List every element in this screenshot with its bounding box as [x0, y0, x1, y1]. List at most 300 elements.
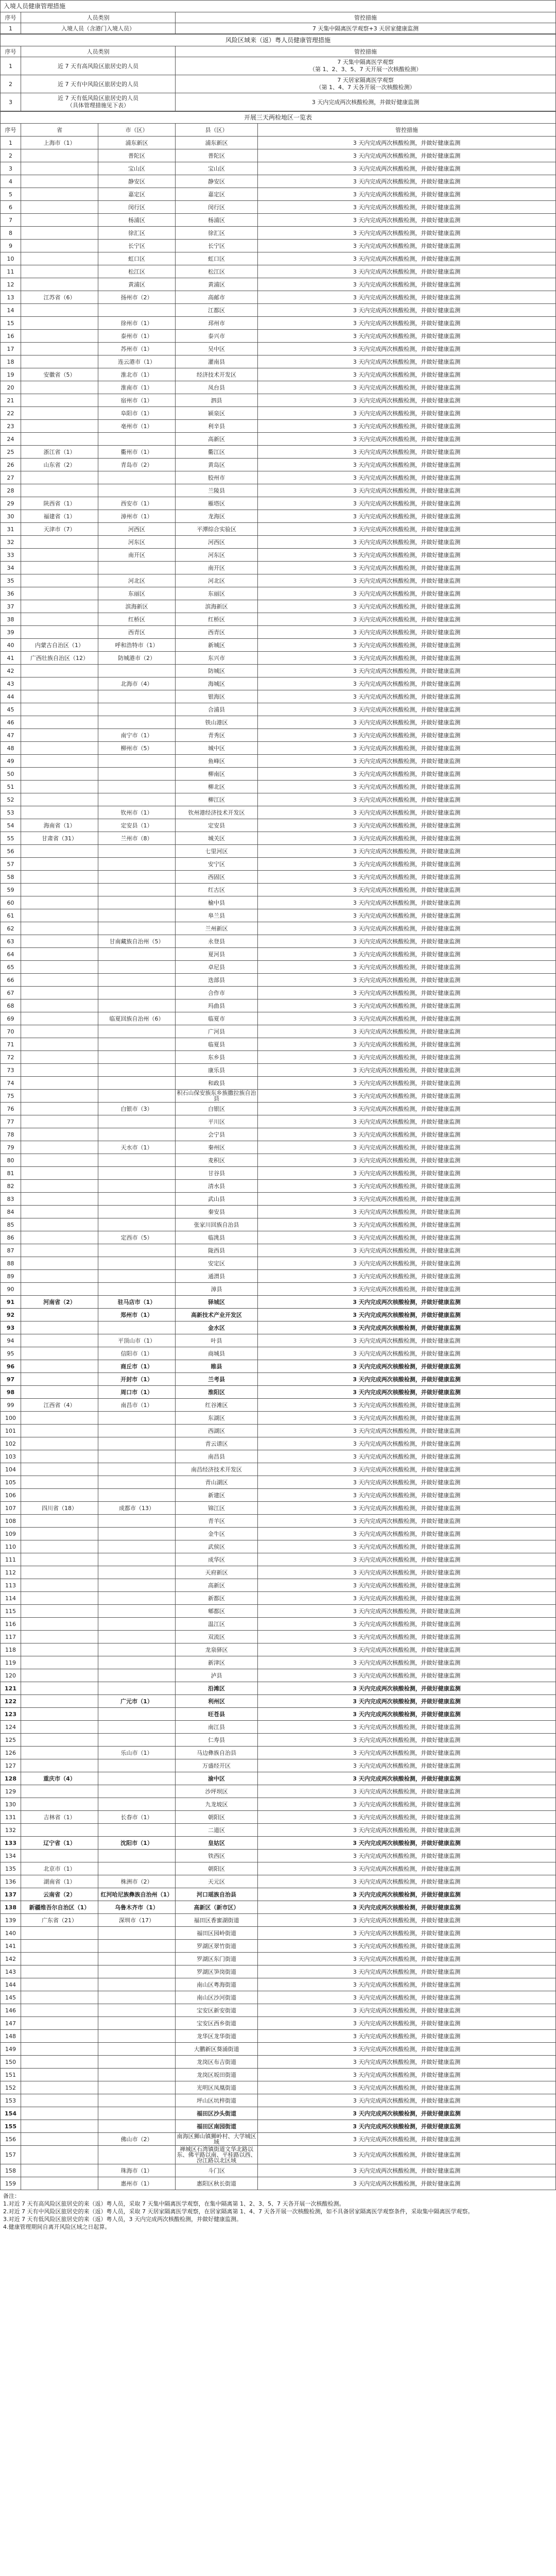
city-cell: 西安市（1）	[98, 497, 176, 510]
county-cell: 红桥区	[176, 613, 258, 626]
county-cell: 南江县	[176, 1721, 258, 1734]
table-row	[1, 252, 556, 265]
row-number: 116	[1, 1618, 21, 1631]
table-row	[1, 201, 556, 214]
county-cell: 二道区	[176, 1824, 258, 1837]
control-measure: 3 天内完成两次核酸检测，并做好健康监测	[258, 690, 556, 703]
table-row	[1, 2081, 556, 2094]
control-measure: 3 天内完成两次核酸检测，并做好健康监测	[258, 265, 556, 278]
province-cell	[21, 394, 98, 407]
county-cell: 宝安区新安街道	[176, 2004, 258, 2017]
city-cell: 兰州市（8）	[98, 832, 176, 845]
province-cell: 重庆市（4）	[21, 1772, 98, 1785]
city-cell	[98, 2056, 176, 2069]
table-row	[1, 922, 556, 935]
city-cell	[98, 2146, 176, 2164]
control-measure: 3 天内完成两次核酸检测，并做好健康监测	[258, 162, 556, 175]
county-cell: 南开区	[176, 562, 258, 574]
province-cell	[21, 845, 98, 858]
table-row	[1, 2094, 556, 2107]
table-row	[1, 1734, 556, 1747]
header-cell: 序号	[1, 124, 21, 137]
control-measure: 3 天内完成两次核酸检测，并做好健康监测	[258, 1965, 556, 1978]
row-number: 131	[1, 1811, 21, 1824]
control-measure: 3 天内完成两次核酸检测，并做好健康监测	[258, 1334, 556, 1347]
row-number: 117	[1, 1631, 21, 1643]
control-measure: 3 天内完成两次核酸检测，并做好健康监测	[258, 1051, 556, 1064]
row-number: 54	[1, 819, 21, 832]
city-cell	[98, 974, 176, 987]
county-cell: 南昌县	[176, 1450, 258, 1463]
row-number: 70	[1, 1025, 21, 1038]
table-row	[1, 1218, 556, 1231]
city-cell	[98, 2043, 176, 2056]
control-measure: 3 天内完成两次核酸检测，并做好健康监测	[258, 304, 556, 317]
province-cell	[21, 742, 98, 755]
table-row	[1, 1476, 556, 1489]
table-row	[1, 999, 556, 1012]
province-cell	[21, 2094, 98, 2107]
control-measure: 3 天内完成两次核酸检测，并做好健康监测	[258, 317, 556, 330]
control-measure: 3 天内完成两次核酸检测，并做好健康监测	[258, 1257, 556, 1270]
table-row	[1, 2177, 556, 2190]
table-row	[1, 1978, 556, 1991]
county-cell: 广河县	[176, 1025, 258, 1038]
county-cell: 商城县	[176, 1347, 258, 1360]
province-cell	[21, 162, 98, 175]
note-item: 3.对近 7 天有低风险区旅居史的来（返）粤人员，3 天内完成两次核酸检测，并做好健康监测。	[3, 2216, 242, 2223]
row-number: 17	[1, 343, 21, 355]
table-row	[1, 1592, 556, 1605]
county-cell: 积石山保安族东乡族撒拉族自治县	[176, 1090, 258, 1103]
county-cell: 七里河区	[176, 845, 258, 858]
row-number: 4	[1, 175, 21, 188]
province-cell	[21, 420, 98, 433]
row-number: 36	[1, 587, 21, 600]
row-number: 82	[1, 1180, 21, 1193]
row-number: 110	[1, 1540, 21, 1553]
city-cell	[98, 1579, 176, 1592]
row-number: 28	[1, 484, 21, 497]
row-number: 45	[1, 703, 21, 716]
control-measure: 3 天内完成两次核酸检测，并做好健康监测	[258, 2133, 556, 2146]
row-number: 155	[1, 2120, 21, 2133]
city-cell	[98, 562, 176, 574]
province-cell: 云南省（2）	[21, 1888, 98, 1901]
province-cell	[21, 729, 98, 742]
city-cell	[98, 1064, 176, 1077]
province-cell	[21, 2133, 98, 2146]
control-measure: 3 天内完成两次核酸检测，并做好健康监测	[258, 536, 556, 549]
control-measure: 3 天内完成两次核酸检测，并做好健康监测	[258, 1656, 556, 1669]
table-row	[1, 896, 556, 909]
row-number: 90	[1, 1283, 21, 1296]
province-cell	[21, 2164, 98, 2177]
city-cell: 乌鲁木齐市（1）	[98, 1901, 176, 1914]
row-number: 159	[1, 2177, 21, 2190]
row-number: 83	[1, 1193, 21, 1206]
province-cell	[21, 600, 98, 613]
province-cell	[21, 330, 98, 343]
control-measure: 3 天内完成两次核酸检测，并做好健康监测	[258, 2081, 556, 2094]
control-measure: 3 天内完成两次核酸检测，并做好健康监测	[258, 587, 556, 600]
row-number: 149	[1, 2043, 21, 2056]
row-number: 137	[1, 1888, 21, 1901]
county-cell: 黄浦区	[176, 278, 258, 291]
city-cell: 长春市（1）	[98, 1811, 176, 1824]
row-number: 39	[1, 626, 21, 639]
table-row	[1, 1154, 556, 1167]
province-cell	[21, 1141, 98, 1154]
table-row	[1, 806, 556, 819]
county-cell: 坪山区坑梓街道	[176, 2094, 258, 2107]
province-cell: 辽宁省（1）	[21, 1837, 98, 1850]
county-cell: 龙海区	[176, 510, 258, 523]
row-number: 80	[1, 1154, 21, 1167]
table-row	[1, 1553, 556, 1566]
row-number: 102	[1, 1437, 21, 1450]
table-row	[1, 793, 556, 806]
header-cell: 管控措施	[176, 46, 556, 57]
row-number: 156	[1, 2133, 21, 2146]
control-measure: 3 天内完成两次核酸检测，并做好健康监测	[258, 1579, 556, 1592]
province-cell	[21, 935, 98, 948]
header-cell: 省	[21, 124, 98, 137]
province-cell	[21, 2056, 98, 2069]
control-measure: 3 天内完成两次核酸检测，并做好健康监测	[258, 781, 556, 793]
province-cell	[21, 317, 98, 330]
county-cell: 皇姑区	[176, 1837, 258, 1850]
control-measure: 7 天集中隔离医学观察+3 天居家健康监测	[176, 23, 556, 34]
header-cell: 管控措施	[176, 12, 556, 23]
row-number: 49	[1, 755, 21, 768]
control-measure: 3 天内完成两次核酸检测，并做好健康监测	[258, 471, 556, 484]
county-cell: 胶州市	[176, 471, 258, 484]
city-cell	[98, 961, 176, 974]
county-cell: 万盛经开区	[176, 1759, 258, 1772]
county-cell: 龙泉驿区	[176, 1643, 258, 1656]
province-cell	[21, 1051, 98, 1064]
table-row	[1, 974, 556, 987]
control-measure: 3 天内完成两次核酸检测，并做好健康监测	[258, 716, 556, 729]
county-cell: 沙坪坝区	[176, 1785, 258, 1798]
table-row	[1, 1012, 556, 1025]
table-row	[1, 1643, 556, 1656]
table-row	[1, 214, 556, 227]
province-cell	[21, 2043, 98, 2056]
county-cell: 吴中区	[176, 343, 258, 355]
control-measure: 3 天内完成两次核酸检测，并做好健康监测	[258, 1927, 556, 1940]
county-cell: 柳江区	[176, 793, 258, 806]
province-cell	[21, 1321, 98, 1334]
table-row	[1, 459, 556, 471]
control-measure: 3 天内完成两次核酸检测，并做好健康监测	[258, 1115, 556, 1128]
row-number: 31	[1, 523, 21, 536]
city-cell	[98, 1682, 176, 1695]
province-cell	[21, 1682, 98, 1695]
row-number: 127	[1, 1759, 21, 1772]
table-row	[1, 819, 556, 832]
control-measure: 3 天内完成两次核酸检测，并做好健康监测	[258, 549, 556, 562]
control-measure: 3 天内完成两次核酸检测，并做好健康监测	[258, 768, 556, 781]
province-cell	[21, 2120, 98, 2133]
province-cell	[21, 2004, 98, 2017]
control-measure: 3 天内完成两次核酸检测，并做好健康监测	[258, 484, 556, 497]
province-cell	[21, 252, 98, 265]
row-number: 35	[1, 574, 21, 587]
county-cell: 河北区	[176, 574, 258, 587]
city-cell	[98, 793, 176, 806]
control-measure: 3 天内完成两次核酸检测，并做好健康监测	[258, 510, 556, 523]
control-measure: 3 天内完成两次核酸检测，并做好健康监测	[258, 1566, 556, 1579]
county-cell: 天府新区	[176, 1566, 258, 1579]
control-measure: 3 天内完成两次核酸检测，并做好健康监测	[258, 1914, 556, 1927]
city-cell	[98, 987, 176, 999]
row-number: 42	[1, 665, 21, 677]
row-number: 71	[1, 1038, 21, 1051]
province-cell	[21, 265, 98, 278]
header-cell: 人员类别	[21, 46, 176, 57]
county-cell: 合作市	[176, 987, 258, 999]
province-cell	[21, 549, 98, 562]
province-cell	[21, 1218, 98, 1231]
county-cell: 麦积区	[176, 1154, 258, 1167]
table-row	[1, 317, 556, 330]
control-measure: 3 天内完成两次核酸检测，并做好健康监测	[258, 1502, 556, 1515]
city-cell: 漳州市（1）	[98, 510, 176, 523]
province-cell	[21, 896, 98, 909]
control-measure: 3 天内完成两次核酸检测，并做好健康监测	[258, 1167, 556, 1180]
control-measure: 3 天内完成两次核酸检测，并做好健康监测	[258, 1360, 556, 1373]
province-cell	[21, 871, 98, 884]
control-measure: 3 天内完成两次核酸检测，并做好健康监测	[258, 188, 556, 201]
row-number: 2	[1, 149, 21, 162]
province-cell	[21, 433, 98, 446]
province-cell	[21, 381, 98, 394]
county-cell: 虹口区	[176, 252, 258, 265]
city-cell: 乐山市（1）	[98, 1747, 176, 1759]
city-cell: 长宁区	[98, 240, 176, 252]
province-cell	[21, 1695, 98, 1708]
county-cell: 徐汇区	[176, 227, 258, 240]
table-row	[1, 1425, 556, 1437]
control-measure: 3 天内完成两次核酸检测，并做好健康监测	[258, 729, 556, 742]
county-cell: 渝中区	[176, 1772, 258, 1785]
province-cell: 浙江省（1）	[21, 446, 98, 459]
row-number: 85	[1, 1218, 21, 1231]
county-cell: 江都区	[176, 304, 258, 317]
city-cell	[98, 1528, 176, 1540]
entry-measures-table	[0, 12, 556, 34]
table-row	[1, 1721, 556, 1734]
county-cell: 雁塔区	[176, 497, 258, 510]
row-number: 3	[1, 162, 21, 175]
row-number: 58	[1, 871, 21, 884]
table-row	[1, 1631, 556, 1643]
city-cell	[98, 1206, 176, 1218]
province-cell	[21, 1463, 98, 1476]
risk-area-measures-table	[0, 46, 556, 111]
county-cell: 武山县	[176, 1193, 258, 1206]
county-cell: 兰考县	[176, 1373, 258, 1386]
row-number: 69	[1, 1012, 21, 1025]
province-cell	[21, 471, 98, 484]
control-measure: 3 天内完成两次核酸检测，并做好健康监测	[258, 2164, 556, 2177]
city-cell	[98, 690, 176, 703]
row-number: 97	[1, 1373, 21, 1386]
section2-title: 风险区域来（返）粤人员健康管理措施	[0, 34, 556, 46]
province-cell	[21, 2107, 98, 2120]
table-row	[1, 613, 556, 626]
table-row	[1, 227, 556, 240]
county-cell: 防城区	[176, 665, 258, 677]
county-cell: 泗县	[176, 394, 258, 407]
province-cell	[21, 2146, 98, 2164]
county-cell: 青秀区	[176, 729, 258, 742]
county-cell: 甘谷县	[176, 1167, 258, 1180]
control-measure: 3 天内完成两次核酸检测，并做好健康监测	[258, 1721, 556, 1734]
control-measure: 3 天内完成两次核酸检测，并做好健康监测	[258, 1373, 556, 1386]
province-cell	[21, 484, 98, 497]
row-number: 81	[1, 1167, 21, 1180]
county-cell: 红谷滩区	[176, 1399, 258, 1412]
province-cell	[21, 1167, 98, 1180]
row-number: 34	[1, 562, 21, 574]
province-cell	[21, 2081, 98, 2094]
city-cell	[98, 845, 176, 858]
province-cell	[21, 1244, 98, 1257]
county-cell: 东乡县	[176, 1051, 258, 1064]
table-row	[1, 1450, 556, 1463]
table-row	[1, 2043, 556, 2056]
county-cell: 南山区粤海街道	[176, 1978, 258, 1991]
control-measure: 3 天内完成两次核酸检测，并做好健康监测	[258, 2146, 556, 2164]
row-number: 101	[1, 1425, 21, 1437]
row-number: 66	[1, 974, 21, 987]
city-cell: 深圳市（17）	[98, 1914, 176, 1927]
table-row	[1, 1321, 556, 1334]
city-cell: 驻马店市（1）	[98, 1296, 176, 1309]
county-cell: 东兴市	[176, 652, 258, 665]
province-cell	[21, 1012, 98, 1025]
table-row	[1, 755, 556, 768]
table-row	[1, 2004, 556, 2017]
city-cell: 南宁市（1）	[98, 729, 176, 742]
table-row	[1, 433, 556, 446]
control-measure: 3 天内完成两次核酸检测，并做好健康监测	[258, 2056, 556, 2069]
row-number: 26	[1, 459, 21, 471]
province-cell: 四川省（18）	[21, 1502, 98, 1515]
control-measure: 3 天内完成两次核酸检测，并做好健康监测	[258, 1850, 556, 1862]
province-cell	[21, 1605, 98, 1618]
table-row	[1, 639, 556, 652]
row-number: 15	[1, 317, 21, 330]
county-cell: 迭部县	[176, 974, 258, 987]
table-row	[1, 2030, 556, 2043]
city-cell: 松江区	[98, 265, 176, 278]
city-cell	[98, 1450, 176, 1463]
control-measure: 3 天内完成两次核酸检测，并做好健康监测	[258, 420, 556, 433]
city-cell: 徐州市（1）	[98, 317, 176, 330]
province-cell: 陕西省（1）	[21, 497, 98, 510]
city-cell: 黄浦区	[98, 278, 176, 291]
county-cell: 河西区	[176, 536, 258, 549]
control-measure: 3 天内完成两次核酸检测，并做好健康监测	[258, 1025, 556, 1038]
table-row	[1, 93, 556, 111]
city-cell	[98, 1965, 176, 1978]
province-cell	[21, 188, 98, 201]
county-cell: 高邮市	[176, 291, 258, 304]
row-number: 86	[1, 1231, 21, 1244]
row-number: 20	[1, 381, 21, 394]
province-cell	[21, 703, 98, 716]
table-row	[1, 1837, 556, 1850]
row-number: 148	[1, 2030, 21, 2043]
person-category: 近 7 天有中风险区旅居史的人员	[21, 75, 176, 93]
province-cell	[21, 858, 98, 871]
table-row	[1, 1669, 556, 1682]
city-cell	[98, 1927, 176, 1940]
note-item: 1.对近 7 天有高风险区旅居史的来（返）粤人员，采取 7 天集中隔离医学观察，在集中隔离第 1、2、3、5、7 天各开展一次核酸检测。	[3, 2200, 345, 2207]
province-cell	[21, 1077, 98, 1090]
table-row	[1, 716, 556, 729]
county-cell: 龙华区龙华街道	[176, 2030, 258, 2043]
province-cell: 海南省（1）	[21, 819, 98, 832]
city-cell	[98, 1321, 176, 1334]
county-cell: 秦州区	[176, 1141, 258, 1154]
control-measure: 3 天内完成两次核酸检测，并做好健康监测	[176, 93, 556, 111]
city-cell: 红河哈尼族彝族自治州（1）	[98, 1888, 176, 1901]
county-cell: 泰兴市	[176, 330, 258, 343]
control-measure: 3 天内完成两次核酸检测，并做好健康监测	[258, 459, 556, 471]
table-row	[1, 1785, 556, 1798]
province-cell	[21, 2030, 98, 2043]
header-cell: 市（区）	[98, 124, 176, 137]
city-cell: 阜阳市（1）	[98, 407, 176, 420]
row-number: 79	[1, 1141, 21, 1154]
table-row	[1, 1695, 556, 1708]
control-measure: 3 天内完成两次核酸检测，并做好健康监测	[258, 1618, 556, 1631]
control-measure: 3 天内完成两次核酸检测，并做好健康监测	[258, 1321, 556, 1334]
control-measure: 3 天内完成两次核酸检测，并做好健康监测	[258, 149, 556, 162]
control-measure: 3 天内完成两次核酸检测，并做好健康监测	[258, 909, 556, 922]
county-cell: 南昌经济技术开发区	[176, 1463, 258, 1476]
table-row	[1, 1901, 556, 1914]
row-number: 114	[1, 1592, 21, 1605]
control-measure: 3 天内完成两次核酸检测，并做好健康监测	[258, 214, 556, 227]
row-number: 125	[1, 1734, 21, 1747]
row-number: 113	[1, 1579, 21, 1592]
table-row	[1, 884, 556, 896]
table-row	[1, 1772, 556, 1785]
control-measure: 3 天内完成两次核酸检测，并做好健康监测	[258, 600, 556, 613]
city-cell	[98, 1953, 176, 1965]
county-cell: 合浦县	[176, 703, 258, 716]
province-cell	[21, 1785, 98, 1798]
row-number: 91	[1, 1296, 21, 1309]
province-cell	[21, 1309, 98, 1321]
control-measure: 3 天内完成两次核酸检测，并做好健康监测	[258, 987, 556, 999]
row-number: 146	[1, 2004, 21, 2017]
row-number: 89	[1, 1270, 21, 1283]
row-number: 3	[1, 93, 21, 111]
header-cell: 人员类别	[21, 12, 176, 23]
table-row	[1, 845, 556, 858]
county-cell: 西湖区	[176, 1425, 258, 1437]
control-measure: 3 天内完成两次核酸检测，并做好健康监测	[258, 948, 556, 961]
city-cell: 南昌市（1）	[98, 1399, 176, 1412]
city-cell: 徐汇区	[98, 227, 176, 240]
